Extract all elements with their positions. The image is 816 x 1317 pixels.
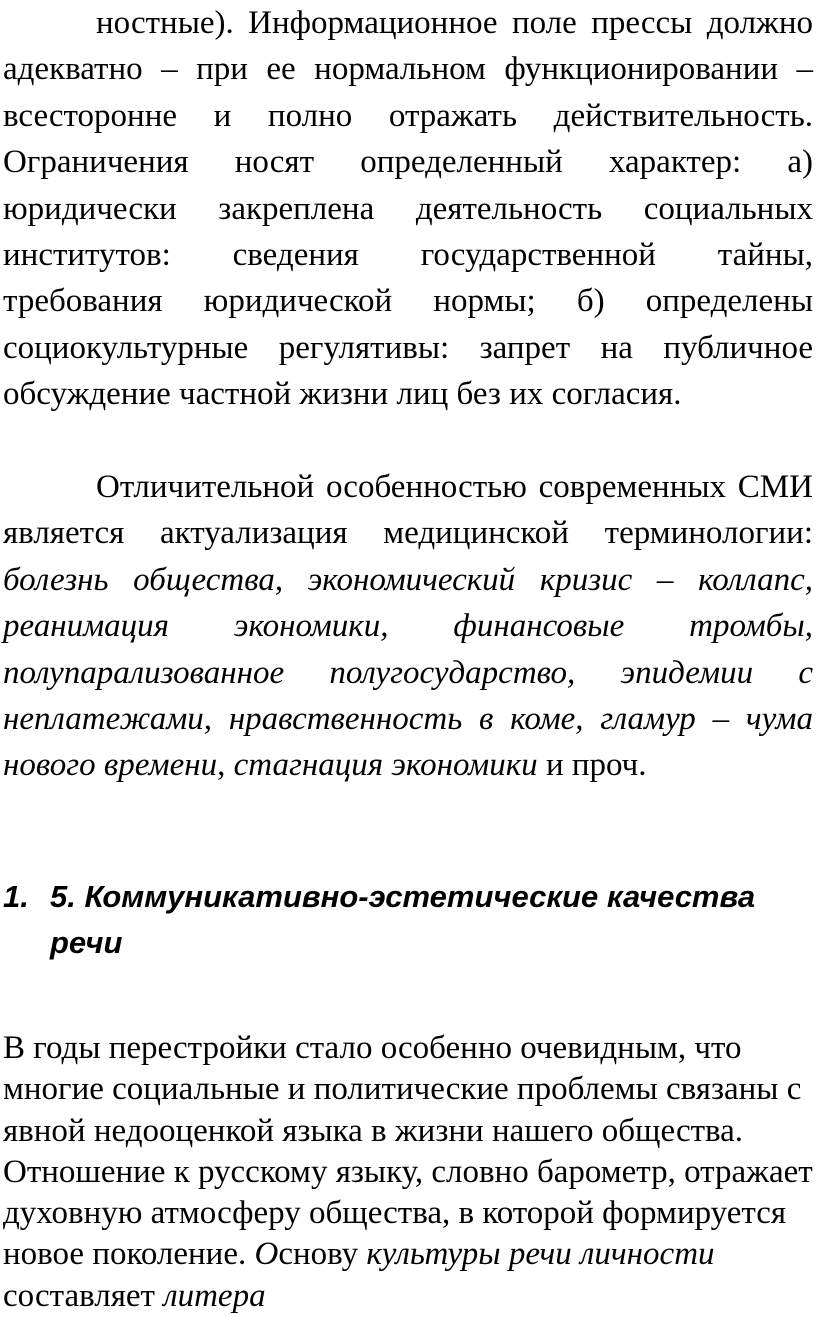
italic-last-example: стагнация экономики: [233, 747, 538, 784]
paragraph-text-b: снову: [278, 1236, 367, 1273]
paragraph-tail-text: и проч.: [537, 747, 647, 784]
section-heading: [3, 874, 803, 966]
paragraph-text-a: В годы перестройки стало особенно очевидным, что многие социальные и политические проблемы связаны с явной недооценкой языка в жизни нашего общества. Отношение к русскому языку, словно барометр, отражает духовную атмосферу общества, в которой формируется новое поколение.: [3, 1030, 813, 1273]
paragraph-information-field: ностные). Информационное поле прессы должно адекватно – при ее нормальном функционировании – всесторонне и полно отражать действительность. Ограничения носят определенный характер: а) юридически закреплена деятельность социальных институтов: сведения государственной тайны, требования юридической нормы; б) определены социокультурные регулятивы: запрет на публичное обсуждение частной жизни лиц без их согласия.: [3, 5, 813, 413]
italic-letter-o: О: [254, 1236, 279, 1273]
italic-litera: литера: [163, 1277, 266, 1314]
paragraph-medical-terminology: [3, 464, 813, 789]
section-title: 5. Коммуникативно-эстетические качества речи: [50, 879, 756, 960]
paragraph-text-c: составляет: [3, 1277, 164, 1314]
section-number: 1.: [3, 879, 29, 914]
paragraph-perestroika: [3, 1028, 813, 1317]
italic-examples: болезнь общества, экономический кризис – коллапс, реанимация экономики, финансовые тромбы, полупарализованное полугосударство, эпидемии с неплатежами, нравственность в коме, гламур – чума нового времени: [3, 561, 813, 784]
paragraph-lead-text: Отличительной особенностью современных СМИ является актуализация медицинской терминологии:: [3, 469, 813, 552]
italic-speech-culture: культуры речи личности: [366, 1236, 715, 1273]
separator-text: ,: [217, 747, 234, 784]
